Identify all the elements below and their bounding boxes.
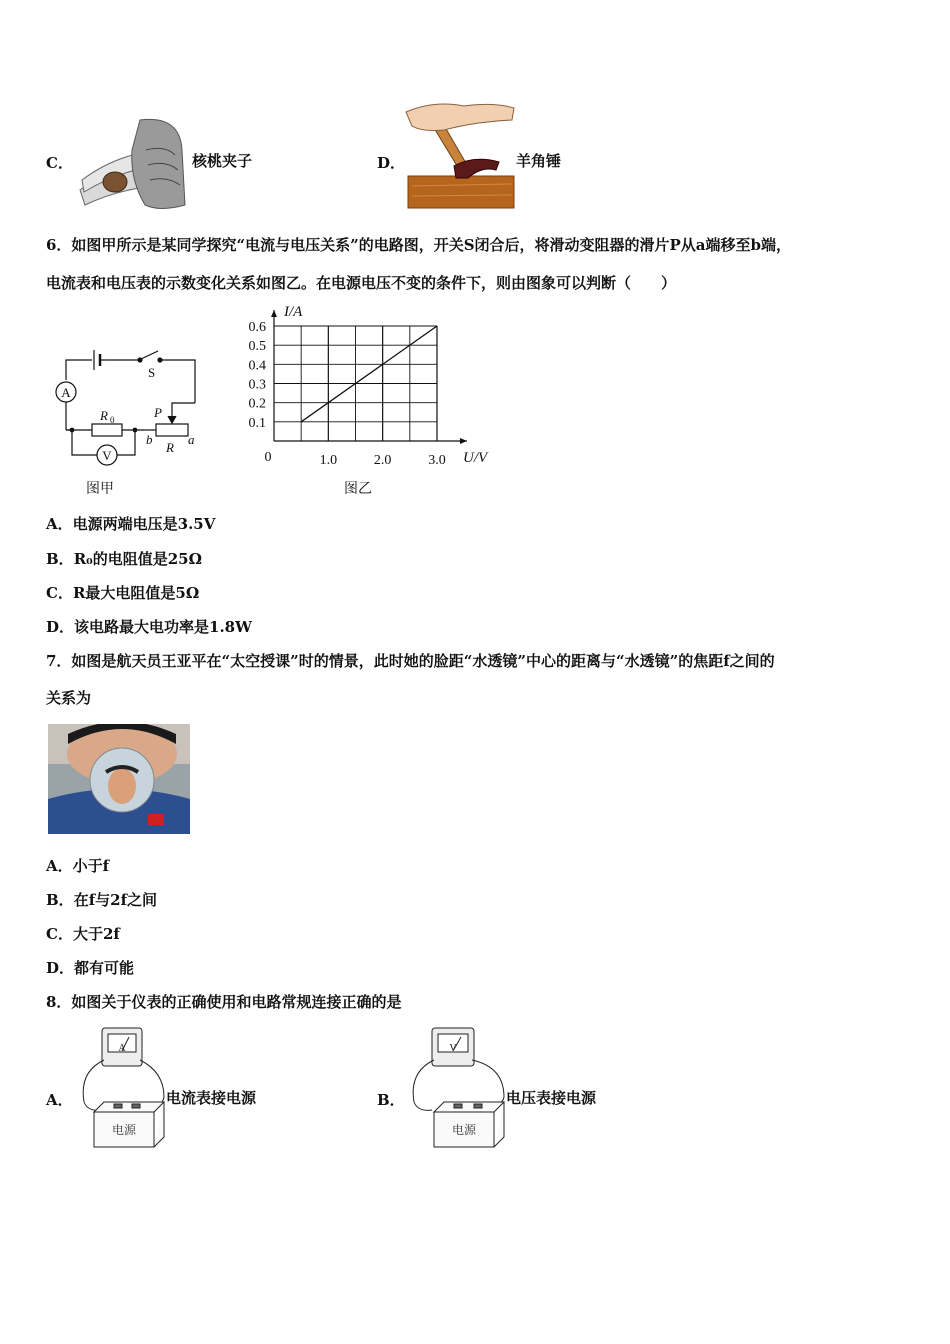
voltmeter-label: V — [102, 448, 112, 463]
q6-option-a — [46, 514, 215, 534]
q8-option-b-letter: B． — [377, 1091, 405, 1109]
y-tick-label: 0.3 — [248, 377, 266, 393]
slider-label: P — [154, 405, 162, 420]
q7-stem-line1: 7．如图是航天员王亚平在“太空授课”时的情景，此时她的脸距“水透镜”中心的距离与“水透镜”的焦距f之间的 — [46, 652, 775, 670]
q6-option-d-text: 该电路最大电功率是1.8W — [74, 618, 252, 636]
y-tick-label: 0.5 — [248, 339, 266, 355]
q7-option-b-letter: B． — [46, 891, 74, 909]
y-axis-label: I/A — [284, 304, 303, 320]
voltmeter-battery-figure — [404, 1022, 510, 1152]
q6-option-b — [46, 549, 202, 569]
rheostat-label: R — [166, 440, 174, 455]
q7-option-a-letter: A． — [46, 857, 73, 875]
q6-option-d — [46, 617, 252, 637]
q7-option-b — [46, 890, 157, 910]
q5-option-d-label: 羊角锤 — [516, 152, 562, 170]
circuit-caption: 图甲 — [86, 481, 114, 497]
q6-option-b-text: R₀的电阻值是25Ω — [73, 550, 202, 568]
q7-option-a — [46, 856, 109, 876]
q7-option-d-text: 都有可能 — [74, 959, 135, 977]
q6-stem-line2: 电流表和电压表的示数变化关系如图乙。在电源电压不变的条件下，则由图象可以判断（ ） — [46, 274, 677, 292]
circuit-diagram — [50, 340, 210, 480]
y-tick-label: 0.4 — [248, 358, 266, 374]
end-a-label: a — [188, 432, 195, 447]
y-tick-label: 0.2 — [248, 396, 266, 412]
series-line — [301, 326, 437, 422]
q8-option-a-letter: A． — [46, 1091, 73, 1109]
battery-box-label-a: 电源 — [111, 1123, 137, 1137]
q7-option-c-letter: C． — [46, 925, 73, 943]
y-axis-arrow — [271, 310, 277, 317]
meter-a-symbol: A — [118, 1043, 126, 1054]
meter-v-symbol: V — [449, 1043, 457, 1054]
x-tick-label: 1.0 — [319, 453, 338, 468]
q8-stem: 8．如图关于仪表的正确使用和电路常规连接正确的是 — [46, 993, 402, 1011]
x-axis-label: U/V — [463, 450, 488, 466]
q7-stem-line2: 关系为 — [46, 689, 92, 707]
claw-hammer-icon — [404, 100, 519, 212]
q6-option-c-text: R最大电阻值是5Ω — [72, 584, 200, 602]
q7-option-a-text: 小于f — [72, 857, 110, 875]
y-tick-label: 0.6 — [248, 320, 266, 335]
q7-option-c-text: 大于2f — [72, 925, 120, 943]
q7-option-b-text: 在f与2f之间 — [73, 891, 158, 909]
chart-ticks — [249, 304, 490, 468]
q7-option-d — [46, 958, 134, 978]
resistor-r0 — [92, 424, 122, 436]
rheostat-r — [156, 424, 188, 436]
x-tick-label: 2.0 — [373, 453, 392, 468]
q8-option-b-label: 电压表接电源 — [506, 1089, 597, 1107]
q6-option-b-letter: B． — [46, 550, 74, 568]
q5-option-d-letter: D． — [377, 154, 406, 172]
switch-lever — [141, 351, 158, 359]
q6-option-c — [46, 583, 199, 603]
ammeter-label: A — [61, 385, 71, 400]
q6-option-d-letter: D． — [46, 618, 75, 636]
ammeter-battery-figure — [74, 1022, 168, 1152]
switch-label: S — [148, 365, 156, 380]
astronaut-water-lens-photo — [48, 724, 190, 834]
q6-stem-line1: 6．如图甲所示是某同学探究“电流与电压关系”的电路图，开关S闭合后，将滑动变阻器的滑片P从a端移至b端， — [46, 236, 792, 254]
q7-option-c — [46, 924, 120, 944]
chart-caption: 图乙 — [344, 481, 372, 497]
end-b-label: b — [146, 432, 153, 447]
y-tick-label: 0.1 — [248, 415, 266, 431]
nutcracker-icon — [70, 110, 190, 212]
slider-arrow — [168, 416, 176, 423]
r0-label: R — [100, 408, 108, 423]
r0-subscript: 0 — [110, 415, 115, 425]
x-tick-label: 3.0 — [428, 453, 446, 468]
q6-option-a-letter: A． — [46, 515, 73, 533]
x-axis-arrow — [460, 438, 467, 444]
q6-option-a-text: 电源两端电压是3.5V — [72, 515, 216, 533]
chart-axes — [271, 310, 467, 444]
chart-series — [301, 326, 437, 422]
origin-label: 0 — [264, 450, 272, 465]
q8-option-a-label: 电流表接电源 — [166, 1089, 257, 1107]
q7-option-d-letter: D． — [46, 959, 75, 977]
q5-option-c-label: 核桃夹子 — [192, 152, 253, 170]
battery-box-label-b: 电源 — [451, 1123, 477, 1137]
q6-option-c-letter: C． — [46, 584, 73, 602]
iu-graph — [236, 300, 506, 475]
q5-option-c-letter: C． — [46, 154, 73, 172]
